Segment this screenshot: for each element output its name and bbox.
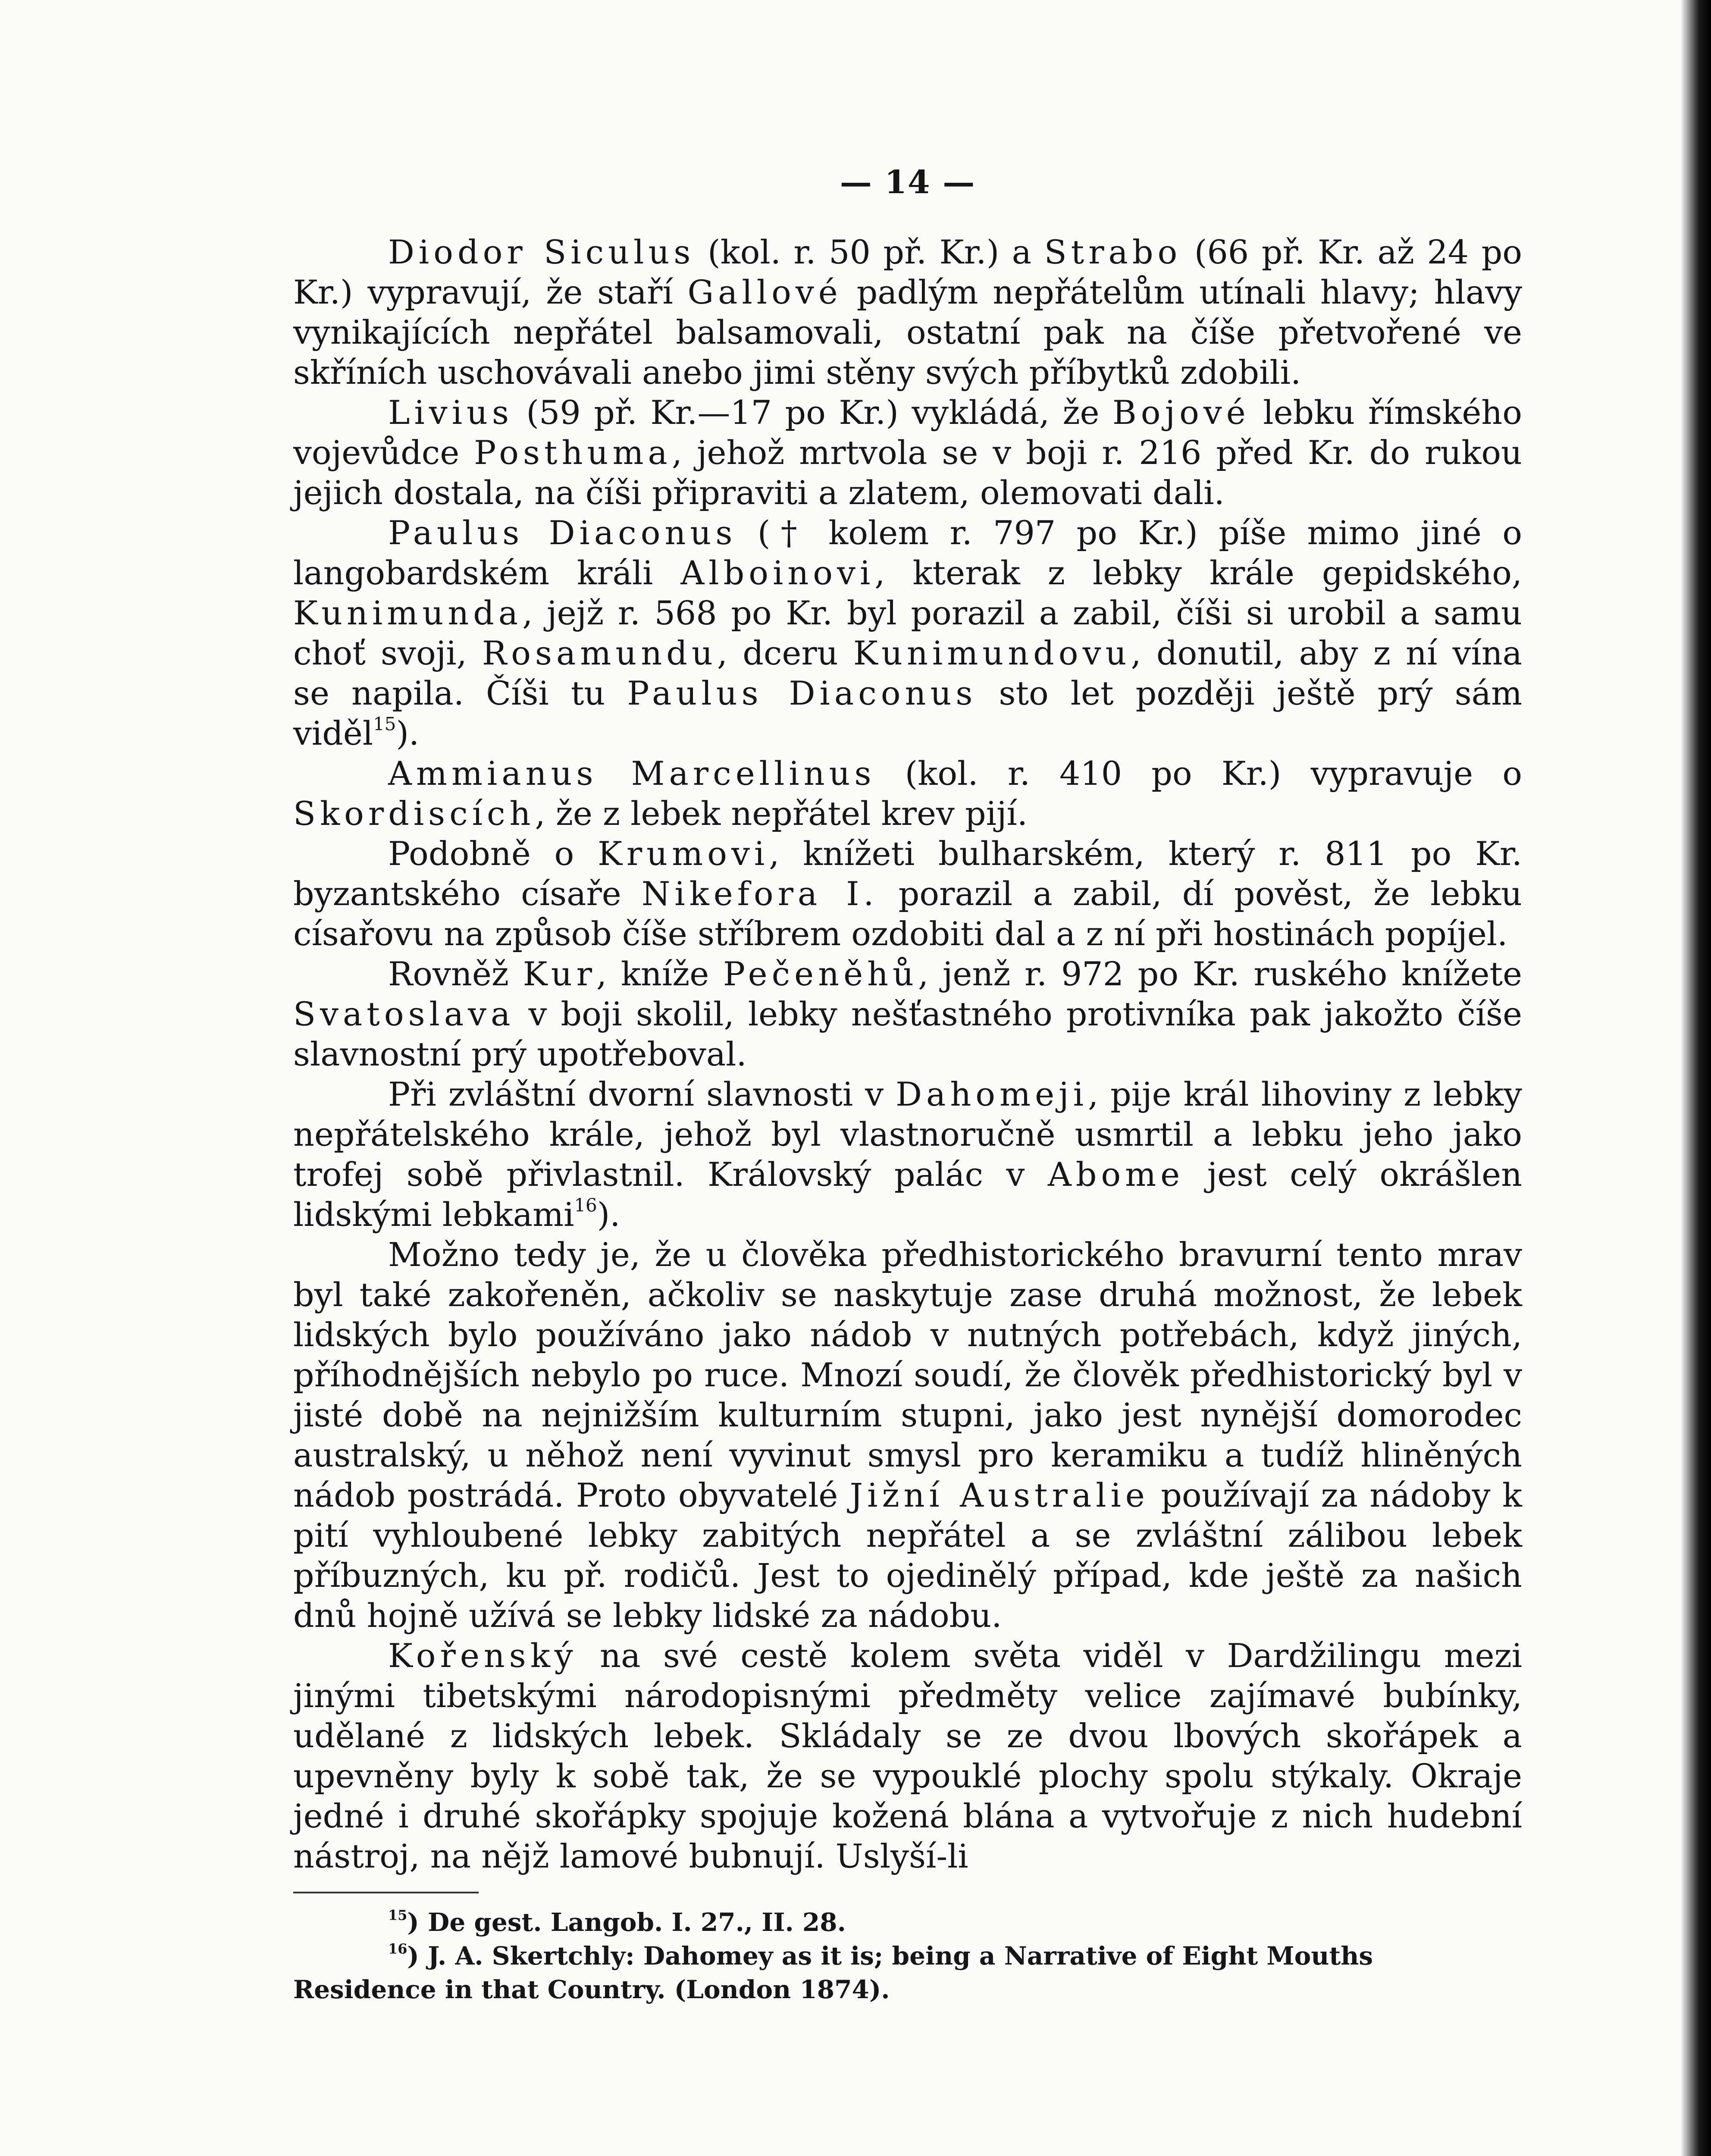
footnote-number: 16	[388, 1940, 407, 1957]
name: Gallové	[687, 273, 842, 311]
scan-edge	[1681, 0, 1711, 2156]
name: Jižní Australie	[849, 1476, 1149, 1514]
name: Kořenský	[388, 1636, 577, 1675]
text: , donutil, aby z ní vína se napila. Číši tu	[293, 634, 1522, 712]
paragraph-kur	[293, 954, 1522, 1074]
name: Strabo	[1044, 233, 1182, 271]
text: , dceru	[717, 634, 853, 672]
text: ).	[597, 1195, 620, 1234]
name: Krumovi	[598, 834, 769, 873]
paragraph-paulus	[293, 513, 1522, 753]
name: Dahomeji	[896, 1075, 1088, 1113]
name: Paulus Diaconus	[388, 514, 737, 552]
paragraph-krum	[293, 834, 1522, 954]
text: na své cestě kolem světa viděl v Dardžilingu mezi jinými tibetskými národopisnými předměty velice zajímavé bubínky, udělané z lidských lebek. Skládaly se ze dvou lbových skořápek a upevněny byly k sobě tak, že se vypouklé plochy spolu stýkaly. Okraje jedné i druhé skořápky spojuje kožená blána a vytvořuje z nich hudební nástroj, na nějž lamové bubnují. Uslyší-li	[293, 1636, 1522, 1875]
text: jest celý okrášlen lidskými lebkami	[293, 1155, 1522, 1234]
paragraph-dahomey	[293, 1074, 1522, 1235]
body-text	[293, 232, 1522, 1876]
name: Svatoslava	[293, 995, 515, 1033]
text: , jenž r. 972 po Kr. ruského knížete	[918, 955, 1522, 993]
name: Kunimunda	[293, 594, 523, 632]
text: Podobně o	[388, 834, 598, 873]
name: Paulus Diaconus	[627, 674, 977, 712]
paragraph-diodor	[293, 232, 1522, 392]
name: Pečeněhů	[723, 955, 918, 993]
footnote-ref: 16	[574, 1194, 597, 1216]
text: lebku římského vojevůdce	[293, 393, 1522, 472]
text: (66 př. Kr. až 24 po Kr.) vypravují, že staří	[293, 233, 1523, 311]
text: používají za nádoby k pití vyhloubené lebky zabitých nepřátel a se zvláštní zálibou lebek příbuzných, ku př. rodičů. Jest to ojedinělý případ, kde ještě za našich dnů hojně užívá se lebky lidské za nádobu.	[293, 1476, 1522, 1635]
name: Rosamundu	[482, 634, 717, 672]
name: Ammianus Marcellinus	[388, 754, 876, 793]
footnote-text: ) J. A. Skertchly: Dahomey as it is; being a Narrative of Eight Mouths Residence in that Country. (London 1874).	[293, 1941, 1373, 2004]
text: , jehož mrtvola se v boji r. 216 před Kr. do rukou jejich dostala, na číši připraviti a zlatem, olemovati dali.	[293, 433, 1522, 512]
text: padlým nepřátelům utínali hlavy; hlavy vynikajících nepřátel balsamovali, ostatní pak na číše přetvořené ve skříních uschovávali anebo jimi stěny svých příbytků zdobili.	[293, 273, 1523, 392]
name: Abome	[1047, 1155, 1185, 1194]
text: Rovněž	[388, 955, 523, 993]
text: Možno tedy je, že u člověka předhistorického bravurní tento mrav byl také zakořeněn, ačkoliv se naskytuje zase druhá možnost, že lebek lidských bylo používáno jako nádob v nutných potřebách, když jiných, příhodnějších nebylo po ruce. Mnozí soudí, že člověk předhistorický byl v jisté době na nejnižším kulturním stupni, jako jest nynější domorodec australský, u něhož není vyvinut smysl pro keramiku a tudíž hliněných nádob postrádá. Proto obyvatelé	[293, 1235, 1522, 1514]
footnotes	[293, 1905, 1522, 2006]
text: , kníže	[596, 955, 723, 993]
footnote-number: 15	[388, 1907, 407, 1924]
text: , pije král lihoviny z lebky nepřátelského krále, jehož byl vlastnoručně usmrtil a lebku jeho jako trofej sobě přivlastnil. Královský palác v	[293, 1075, 1522, 1194]
text: (59 př. Kr.—17 po Kr.) vykládá, že	[513, 393, 1112, 432]
footnote-ref: 15	[373, 713, 396, 735]
text: v boji skolil, lebky nešťastného protivníka pak jakožto číše slavnostní prý upotřeboval.	[293, 995, 1522, 1073]
text: , jejž r. 568 po Kr. byl porazil a zabil, číši si urobil a samu choť svoji,	[293, 594, 1522, 672]
paragraph-livius	[293, 392, 1522, 513]
text: († kolem r. 797 po Kr.) píše mimo jiné o langobardském králi	[293, 514, 1522, 592]
text: , knížeti bulharském, který r. 811 po Kr. byzantského císaře	[293, 834, 1522, 913]
name: Skordiscích	[293, 794, 535, 833]
text: ).	[396, 714, 420, 752]
text: Při zvláštní dvorní slavnosti v	[388, 1075, 896, 1113]
text: porazil a zabil, dí pověst, že lebku císařovu na způsob číše stříbrem ozdobiti dal a z ní při hostinách popíjel.	[293, 874, 1523, 953]
footnote-15	[293, 1905, 1522, 1939]
name: Diodor Siculus	[388, 233, 695, 271]
footnote-text: ) De gest. Langob. I. 27., II. 28.	[407, 1908, 846, 1937]
paragraph-korensky	[293, 1636, 1522, 1876]
text: (kol. r. 410 po Kr.) vypravuje o	[875, 754, 1522, 793]
text: sto let později ještě prý sám viděl	[293, 674, 1523, 752]
name: Posthuma	[474, 433, 672, 472]
text: , kterak z lebky krále gepidského,	[874, 554, 1523, 592]
text: , že z lebek nepřátel krev pijí.	[535, 794, 1028, 833]
name: Nikefora I.	[641, 874, 878, 913]
paragraph-prehistoric	[293, 1235, 1522, 1636]
footnote-divider	[293, 1892, 479, 1893]
footnote-16	[293, 1939, 1522, 2006]
name: Kunimundovu	[853, 634, 1131, 672]
name: Kur	[523, 955, 596, 993]
book-page	[293, 164, 1522, 2006]
text: (kol. r. 50 př. Kr.) a	[695, 233, 1044, 271]
name: Bojové	[1112, 393, 1250, 432]
paragraph-ammianus	[293, 753, 1522, 834]
name: Livius	[388, 393, 513, 432]
name: Alboinovi	[680, 554, 875, 592]
page-number: — 14 —	[840, 164, 976, 201]
